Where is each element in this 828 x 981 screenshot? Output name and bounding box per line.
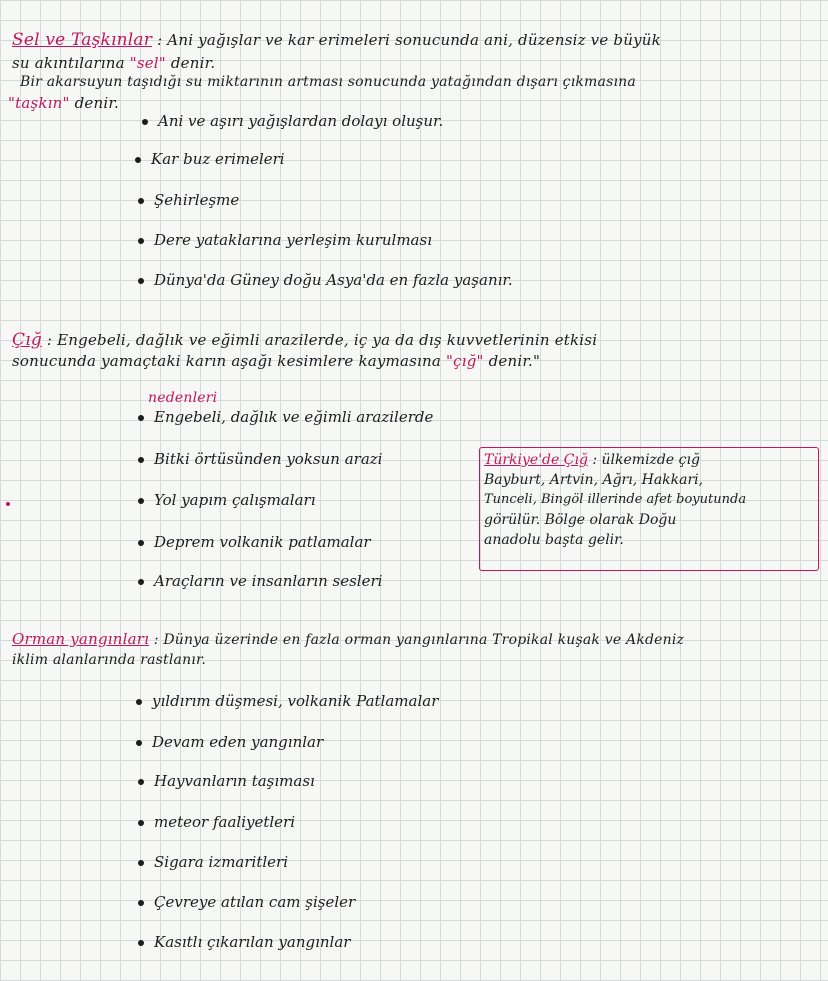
bullet-text: Deprem volkanik patlamalar [154, 533, 371, 551]
cig-bullet-4 [138, 533, 371, 551]
bullet-dot [138, 579, 144, 585]
sel-bullet-5 [138, 271, 513, 289]
bullet-text: Araçların ve insanların sesleri [154, 572, 383, 590]
cig-heading-line [12, 330, 597, 350]
orman-heading-line [12, 630, 684, 648]
orman-definition-line2: iklim alanlarında rastlanır. [12, 652, 206, 668]
bullet-text: Bitki örtüsünden yoksun arazi [154, 450, 383, 468]
cig-bullet-3 [138, 491, 316, 509]
sel-quote: "sel" [129, 54, 166, 72]
bullet-text: Çevreye atılan cam şişeler [154, 893, 356, 911]
bullet-text: Sigara izmaritleri [154, 853, 289, 871]
bullet-text: Dere yataklarına yerleşim kurulması [154, 231, 432, 249]
sel-colon: : [157, 31, 163, 49]
cig-colon: : [46, 331, 53, 349]
taskin-definition-line2 [8, 94, 119, 112]
orman-bullet-7 [138, 933, 350, 951]
bullet-text: Hayvanların taşıması [154, 772, 315, 790]
bullet-text: meteor faaliyetleri [154, 813, 296, 831]
orman-bullet-4 [138, 813, 295, 831]
bullet-dot [138, 498, 144, 504]
cig-definition-line1: Engebeli, dağlık ve eğimli arazilerde, iç ya da dış kuvvetlerinin etkisi [57, 331, 598, 349]
sel-bullet-1 [142, 112, 443, 130]
sel-text: su akıntılarına [12, 54, 125, 72]
bullet-dot [138, 900, 144, 906]
bullet-text: Dünya'da Güney doğu Asya'da en fazla yaşanır. [154, 271, 513, 289]
bullet-dot [138, 940, 144, 946]
callout-heading-line [484, 452, 814, 468]
bullet-dot [138, 860, 144, 866]
bullet-dot [138, 415, 144, 421]
callout-title: Türkiye'de Çığ [484, 452, 588, 468]
taskin-quote: "taşkın" [8, 94, 70, 112]
cig-title: Çığ [12, 330, 42, 350]
bullet-dot [138, 540, 144, 546]
bullet-dot [138, 457, 144, 463]
cig-bullet-1 [138, 408, 433, 426]
cig-definition-line2 [12, 352, 540, 370]
bullet-dot [138, 278, 144, 284]
orman-bullet-6 [138, 893, 355, 911]
orman-bullet-3 [138, 772, 315, 790]
cig-text: sonucunda yamaçtaki karın aşağı kesimlere kaymasına [12, 352, 442, 370]
bullet-text: Devam eden yangınlar [152, 733, 324, 751]
bullet-dot [135, 157, 141, 163]
bullet-dot [136, 699, 142, 705]
callout-line1: ülkemizde çığ [601, 452, 700, 468]
orman-bullet-2 [136, 733, 323, 751]
orman-title: Orman yangınları [12, 630, 150, 648]
orman-definition-line1: Dünya üzerinde en fazla orman yangınlarına Tropikal kuşak ve Akdeniz [163, 632, 685, 648]
bullet-dot [136, 740, 142, 746]
bullet-dot [138, 820, 144, 826]
bullet-dot [138, 198, 144, 204]
bullet-dot [142, 119, 148, 125]
cig-bullet-5 [138, 572, 382, 590]
cig-text-end: denir." [488, 352, 541, 370]
orman-bullet-5 [138, 853, 288, 871]
sel-definition-line1: Ani yağışlar ve kar erimeleri sonucunda ani, düzensiz ve büyük [167, 31, 661, 49]
callout-line5: anadolu başta gelir. [484, 532, 624, 548]
cig-bullet-2 [138, 450, 382, 468]
bullet-dot [138, 779, 144, 785]
cig-subheading: nedenleri [148, 390, 218, 406]
sel-definition-line2 [12, 54, 215, 72]
orman-bullet-1 [136, 692, 438, 710]
callout-colon: : [592, 452, 598, 468]
orman-colon: : [153, 632, 159, 648]
taskin-text-end: denir. [74, 94, 120, 112]
sel-heading-line [12, 30, 661, 50]
bullet-text: yıldırım düşmesi, volkanik Patlamalar [152, 692, 439, 710]
sel-bullet-3 [138, 191, 239, 209]
bullet-dot [138, 238, 144, 244]
cig-quote: "çığ" [446, 352, 484, 370]
bullet-text: Kasıtlı çıkarılan yangınlar [154, 933, 351, 951]
bullet-text: Engebeli, dağlık ve eğimli arazilerde [154, 408, 434, 426]
sel-text-end: denir. [170, 54, 216, 72]
callout-line3: Tunceli, Bingöl illerinde afet boyutunda [484, 492, 747, 507]
margin-mark [6, 502, 10, 506]
taskin-definition-line1: Bir akarsuyun taşıdığı su miktarının artması sonucunda yatağından dışarı çıkmasına [20, 74, 636, 90]
sel-bullet-2 [135, 150, 285, 168]
callout-line2: Bayburt, Artvin, Ağrı, Hakkari, [484, 472, 704, 488]
sel-title: Sel ve Taşkınlar [12, 30, 153, 50]
sel-bullet-4 [138, 231, 432, 249]
callout-line4: görülür. Bölge olarak Doğu [484, 512, 677, 528]
bullet-text: Yol yapım çalışmaları [154, 491, 316, 509]
bullet-text: Şehirleşme [154, 191, 240, 209]
bullet-text: Ani ve aşırı yağışlardan dolayı oluşur. [158, 112, 444, 130]
bullet-text: Kar buz erimeleri [151, 150, 285, 168]
